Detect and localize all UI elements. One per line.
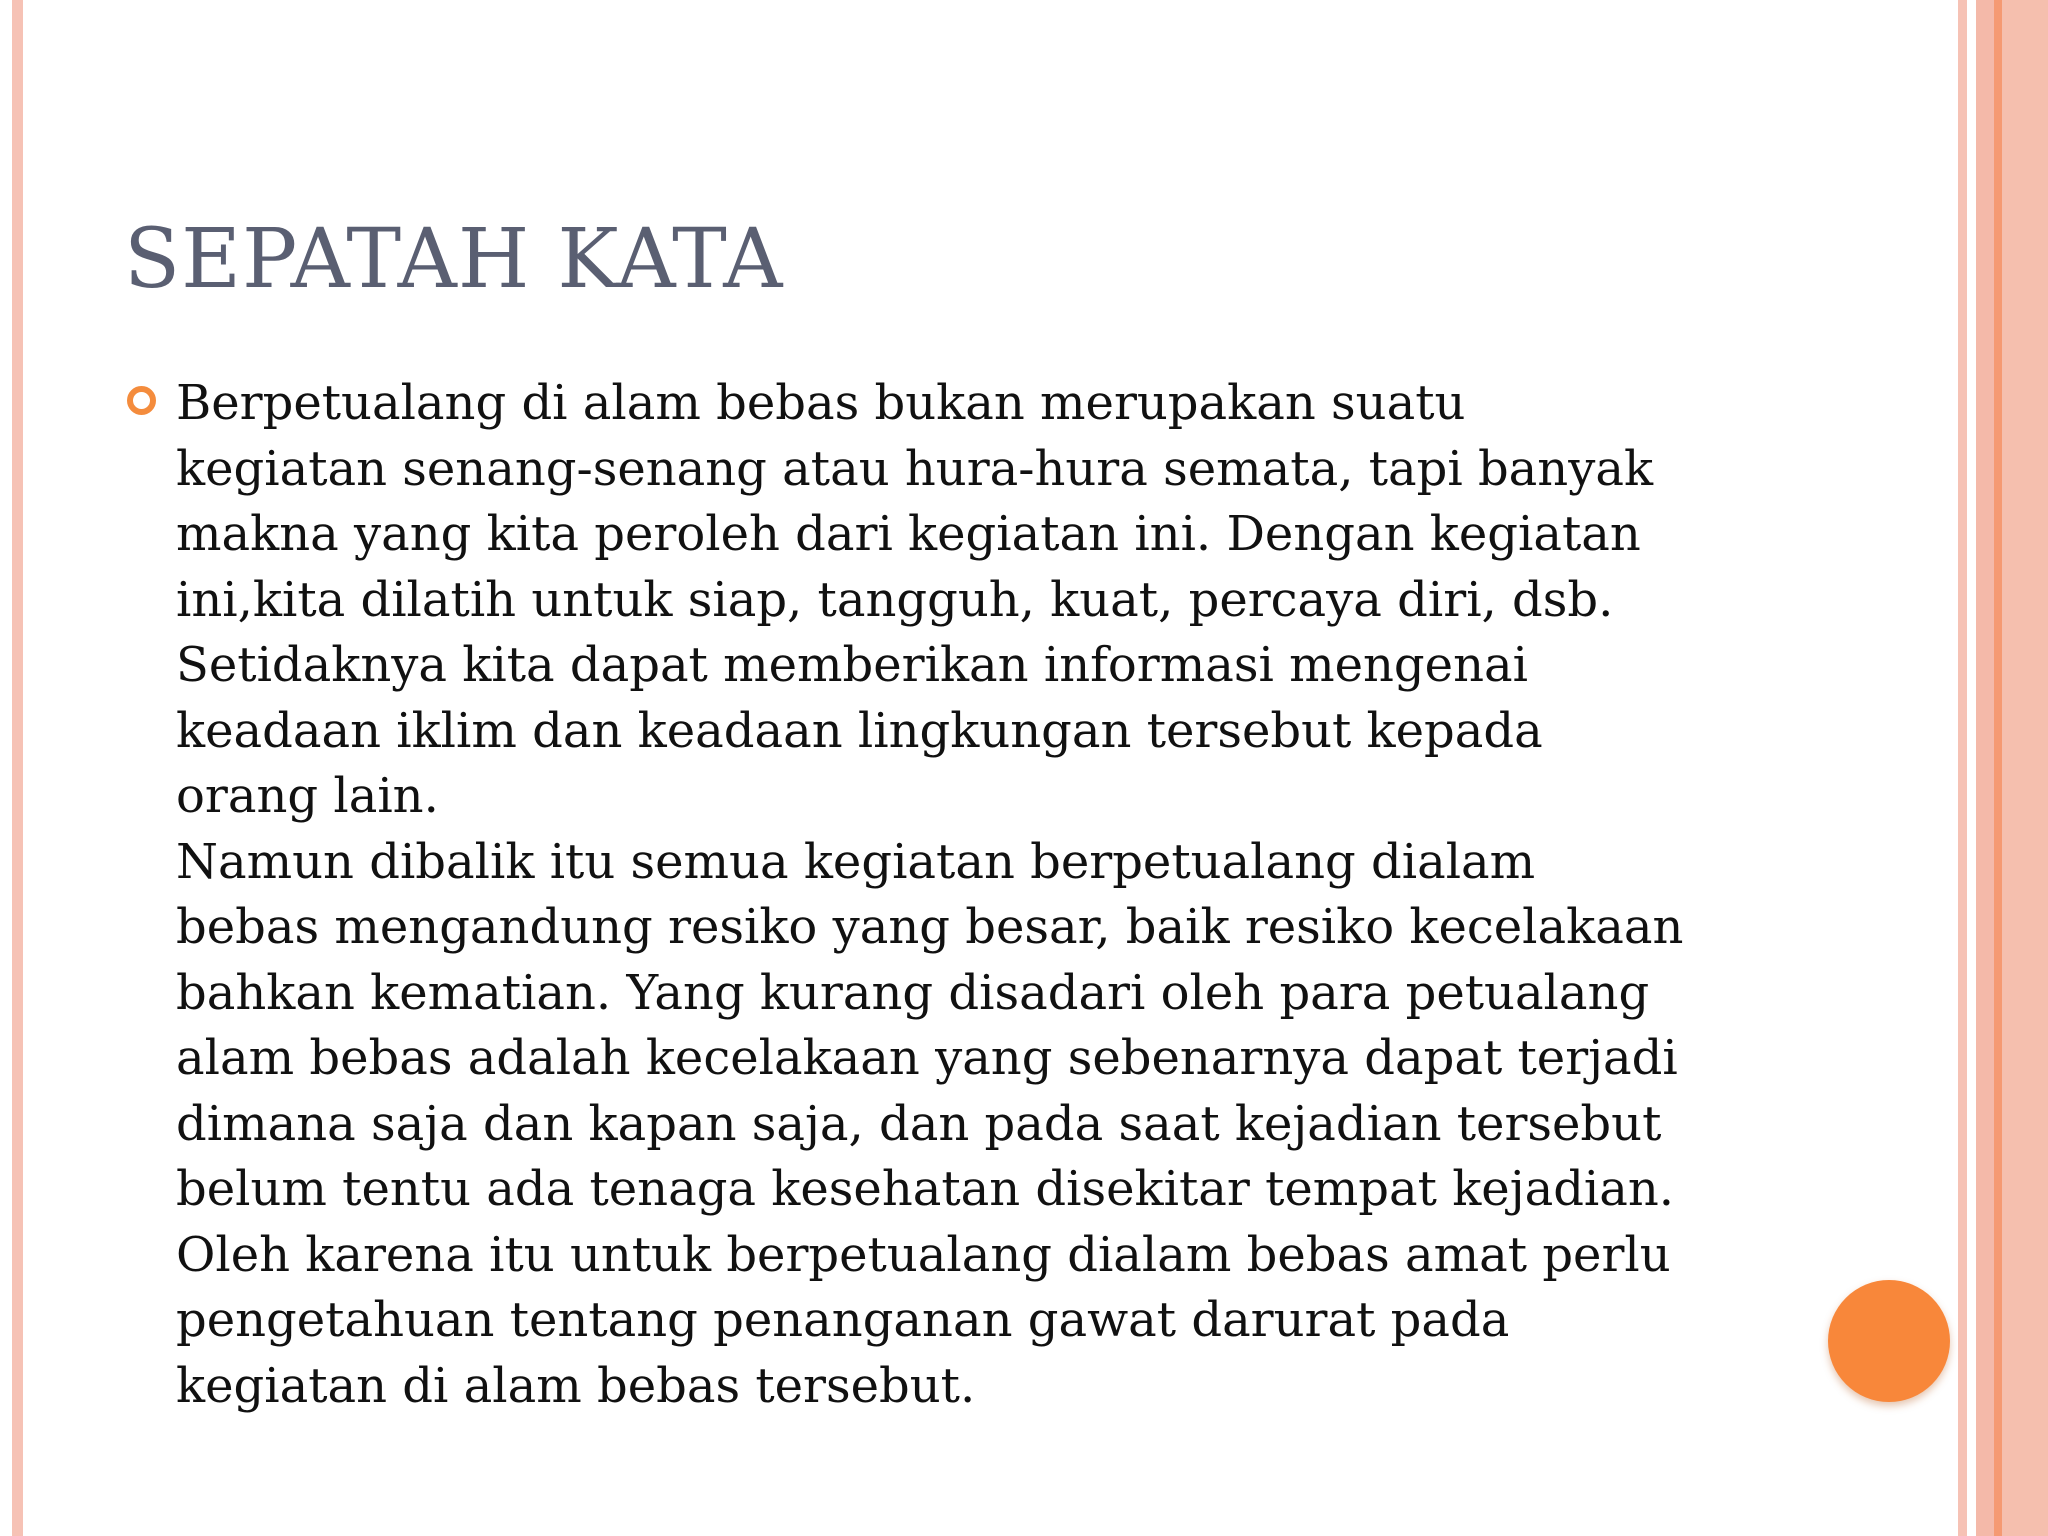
body-line: alam bebas adalah kecelakaan yang sebenarnya dapat terjadi [176, 1030, 1678, 1086]
body-line: makna yang kita peroleh dari kegiatan ini. Dengan kegiatan [176, 506, 1641, 562]
body-line: bebas mengandung resiko yang besar, baik resiko kecelakaan [176, 899, 1684, 955]
body-paragraph [176, 371, 1776, 1419]
left-decorative-border [12, 0, 23, 1536]
slide-title: SEPATAH KATA [124, 212, 784, 307]
orange-circle-decoration [1828, 1280, 1950, 1402]
hollow-circle-bullet-icon [127, 386, 156, 415]
body-line: Namun dibalik itu semua kegiatan berpetualang dialam [176, 833, 1536, 890]
body-line: kegiatan di alam bebas tersebut. [176, 1357, 976, 1414]
body-line: dimana saja dan kapan saja, dan pada saat kejadian tersebut [176, 1095, 1662, 1152]
body-line: ini,kita dilatih untuk siap, tangguh, kuat, percaya diri, dsb. [176, 571, 1614, 628]
body-line: keadaan iklim dan keadaan lingkungan tersebut kepada [176, 702, 1543, 759]
right-decorative-stripe [1958, 0, 1967, 1536]
right-decorative-stripe [2002, 0, 2048, 1536]
right-decorative-stripe [1976, 0, 1994, 1536]
body-line: Oleh karena itu untuk berpetualang dialam bebas amat perlu [176, 1226, 1671, 1283]
right-decorative-stripe [1994, 0, 2002, 1536]
body-line: Setidaknya kita dapat memberikan informasi mengenai [176, 637, 1528, 693]
body-line: belum tentu ada tenaga kesehatan disekitar tempat kejadian. [176, 1161, 1675, 1217]
body-line: bahkan kematian. Yang kurang disadari oleh para petualang [176, 964, 1650, 1021]
body-line: orang lain. [176, 768, 439, 824]
body-line: kegiatan senang-senang atau hura-hura semata, tapi banyak [176, 440, 1654, 497]
body-line: Berpetualang di alam bebas bukan merupakan suatu [176, 375, 1466, 431]
body-line: pengetahuan tentang penanganan gawat darurat pada [176, 1292, 1510, 1348]
